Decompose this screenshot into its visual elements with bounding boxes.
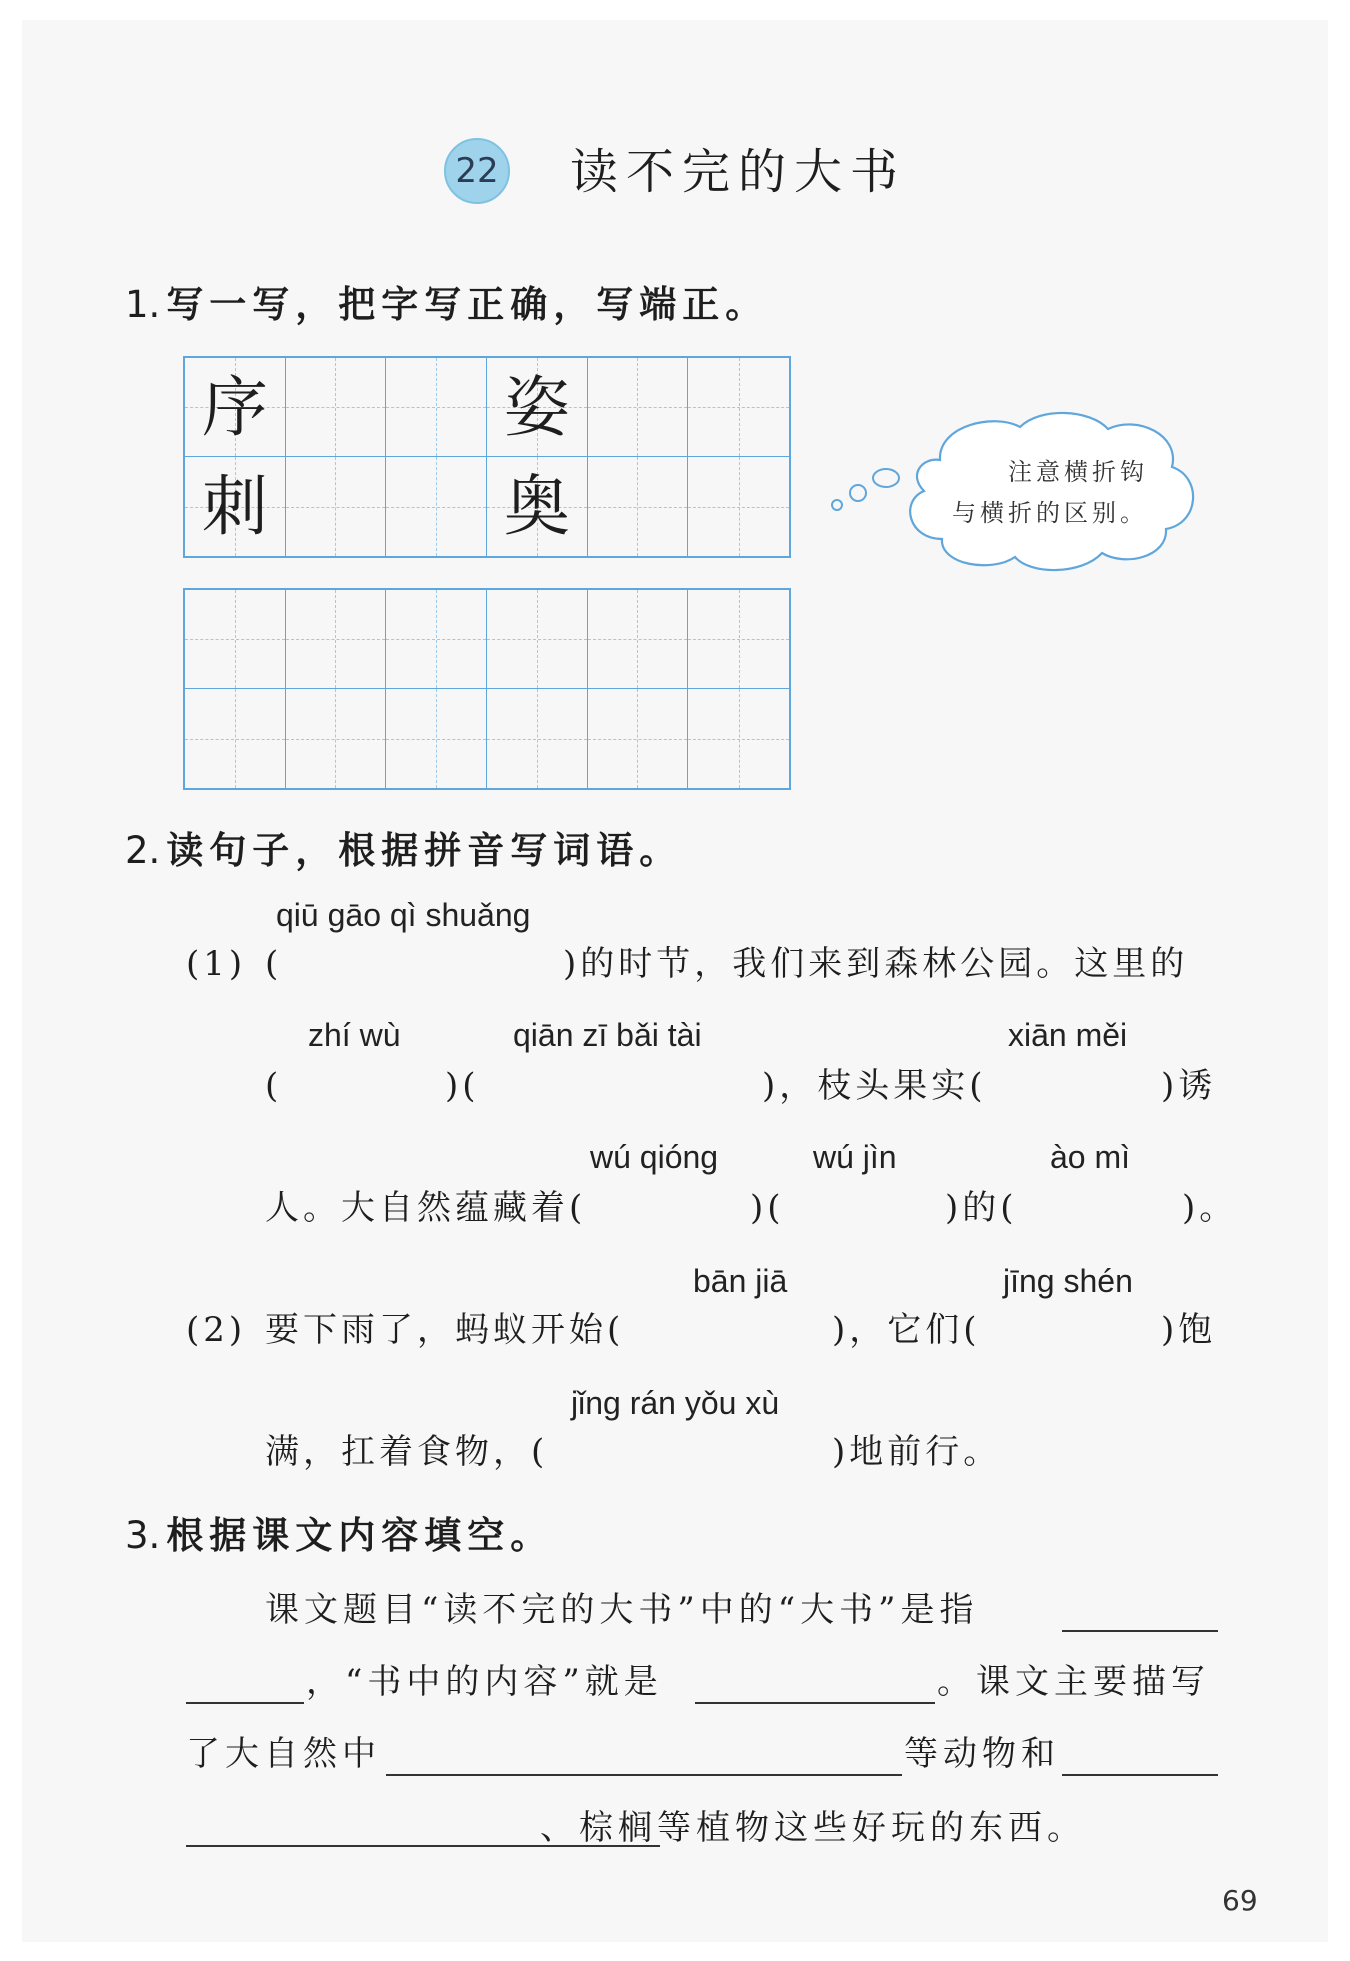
tip-line-2: 与横折的区别。 (952, 499, 1148, 527)
fill-blank[interactable] (695, 1702, 935, 1704)
grid-cell[interactable] (286, 358, 387, 457)
grid-cell[interactable] (286, 689, 387, 788)
pinyin-jing-ran-you-xu: jǐng rán yǒu xù (571, 1385, 780, 1421)
grid-cell[interactable] (487, 689, 588, 788)
fill-text: 了大自然中 (186, 1734, 381, 1774)
grid-cell[interactable] (386, 358, 487, 457)
question-1-text: 写一写，把字写正确，写端正。 (166, 282, 769, 326)
grid-cell[interactable] (688, 590, 789, 689)
question-3-number: 3. (125, 1514, 161, 1557)
grid-cell[interactable] (688, 689, 789, 788)
fill-blank[interactable] (386, 1774, 902, 1776)
tip-line-1: 注意横折钩 (1008, 458, 1148, 486)
fill-blank[interactable] (186, 1702, 304, 1704)
question-1-number: 1. (125, 283, 161, 326)
grid-cell[interactable] (588, 689, 689, 788)
fill-text: 、棕榈等植物这些好玩的东西。 (540, 1808, 1086, 1848)
sentence-text: )饱 (1161, 1310, 1217, 1350)
sentence-text: )。 (1182, 1188, 1238, 1228)
pinyin-wu-qiong: wú qióng (590, 1139, 719, 1175)
fill-text: 。课文主要描写 (937, 1662, 1210, 1702)
fill-blank[interactable] (1062, 1774, 1218, 1776)
grid-cell[interactable] (688, 358, 789, 457)
pinyin-jing-shen: jīng shén (1003, 1263, 1133, 1299)
grid-cell[interactable] (185, 358, 286, 457)
fill-text: 课文题目“读不完的大书”中的“大书”是指 (265, 1590, 979, 1630)
answer-box-separator[interactable]: )( (750, 1188, 785, 1228)
sentence-2-label: (2) (186, 1310, 247, 1350)
grid-cell[interactable] (185, 590, 286, 689)
grid-cell[interactable] (386, 689, 487, 788)
page-number: 69 (1222, 1884, 1258, 1917)
model-character: 序 (201, 369, 268, 446)
grid-cell[interactable] (386, 457, 487, 556)
grid-cell[interactable] (588, 358, 689, 457)
answer-box-open[interactable]: ( (265, 944, 283, 984)
model-character: 姿 (503, 369, 570, 446)
fill-text: ，“书中的内容”就是 (306, 1662, 663, 1702)
lesson-title: 读不完的大书 (570, 144, 907, 200)
question-1-heading (125, 282, 768, 327)
grid-cell[interactable] (487, 590, 588, 689)
answer-box-open[interactable]: ( (265, 1066, 283, 1106)
lesson-number-badge: 22 (444, 138, 510, 204)
character-grid-2 (183, 588, 791, 790)
pinyin-ao-mi: ào mì (1050, 1139, 1131, 1175)
pinyin-ban-jia: bān jiā (693, 1263, 788, 1299)
sentence-text: 满，扛着食物，( (265, 1432, 549, 1472)
sentence-text: 人。大自然蕴藏着( (265, 1188, 587, 1228)
sentence-text: )地前行。 (832, 1432, 1002, 1472)
fill-blank[interactable] (1062, 1630, 1218, 1632)
sentence-1-label: (1) (186, 944, 247, 984)
question-2-text: 读句子，根据拼音写词语。 (166, 828, 683, 872)
sentence-text: )的( (945, 1188, 1018, 1228)
sentence-text: )的时节，我们来到森林公园。这里的 (563, 944, 1189, 984)
grid-cell[interactable] (487, 457, 588, 556)
pinyin-xian-mei: xiān měi (1008, 1017, 1128, 1053)
question-3-heading (125, 1513, 553, 1558)
question-2-number: 2. (125, 829, 161, 872)
fill-text: 等动物和 (904, 1734, 1060, 1774)
sentence-text: )，它们( (832, 1310, 981, 1350)
sentence-text: )，枝头果实( (762, 1066, 987, 1106)
grid-cell[interactable] (286, 590, 387, 689)
question-3-text: 根据课文内容填空。 (166, 1513, 554, 1557)
model-character: 刺 (201, 468, 268, 545)
character-grid-1 (183, 356, 791, 558)
grid-cell[interactable] (386, 590, 487, 689)
sentence-text: )诱 (1161, 1066, 1217, 1106)
grid-cell[interactable] (185, 689, 286, 788)
grid-cell[interactable] (588, 590, 689, 689)
pinyin-zhi-wu: zhí wù (308, 1017, 401, 1053)
grid-cell[interactable] (185, 457, 286, 556)
answer-box-separator[interactable]: )( (445, 1066, 480, 1106)
pinyin-wu-jin: wú jìn (813, 1139, 897, 1175)
pinyin-qiu-gao-qi-shuang: qiū gāo qì shuǎng (276, 897, 531, 933)
pinyin-qian-zi-bai-tai: qiān zī bǎi tài (513, 1017, 702, 1053)
grid-cell[interactable] (487, 358, 588, 457)
model-character: 奥 (503, 468, 570, 545)
grid-cell[interactable] (588, 457, 689, 556)
grid-cell[interactable] (286, 457, 387, 556)
sentence-text: 要下雨了，蚂蚁开始( (265, 1310, 625, 1350)
question-2-heading (125, 828, 682, 873)
grid-cell[interactable] (688, 457, 789, 556)
